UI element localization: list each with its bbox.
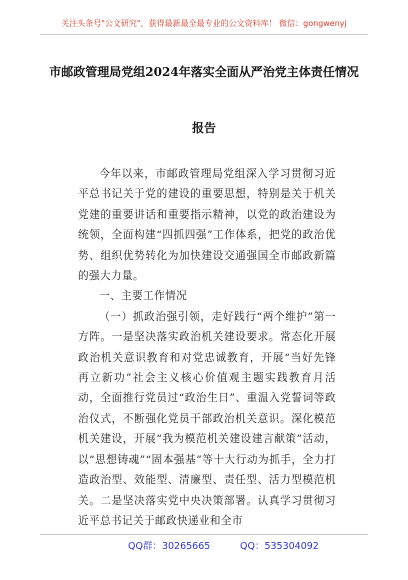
document-title-suffix: 报告 (191, 121, 216, 135)
section-heading: 一、主要工作情况 (99, 290, 188, 303)
body-paragraph: （一）抓政治强引领，走好践行“两个维护”第一方阵。一是坚决落实政治机关建设要求。常态化开展政治机关意识教育和对党忠诚教育，开展“当好先锋再立新功”社会主义核心价值观主题实践教育月活动，全面推行党员过“政治生日”、重温入党誓词等政治仪式，不断强化党员干部政治机关意识。深化模范机关建设，开展“我为模范机关建设建言献策”活动，以“思想铸魂”“固本强基”等十大行动为抓手，全力打造政治型、效能型、清廉型、责任型、活力型模范机关。二是坚决落实党中央决策部署。认真学习贯彻习近平总书记关于邮政快递业和全市 (78, 310, 336, 527)
qq-contact-number: QQ：535304092 (240, 541, 319, 552)
top-banner (40, 14, 368, 35)
intro-paragraph: 今年以来，市邮政管理局党组深入学习贯彻习近平总书记关于党的建设的重要思想，特别是关于机关党建的重要讲话和重要指示精神，以党的政治建设为统领，全面构建“四抓四强”工作体系，把党的政治优势、组织优势转化为加快建设交通强国全市邮政新篇的强大力量。 (78, 168, 336, 283)
document-title: 市邮政管理局党组2024年落实全面从严治党主体责任情况 (49, 65, 359, 79)
footer-bar (40, 534, 368, 555)
document-body (78, 164, 336, 531)
qq-group-number: QQ群：30265665 (128, 541, 211, 552)
top-banner-text: 关注头条号"公文研究"，获得最新最全最专业的公文资料库！ 微信：gongwenyj (61, 19, 347, 28)
